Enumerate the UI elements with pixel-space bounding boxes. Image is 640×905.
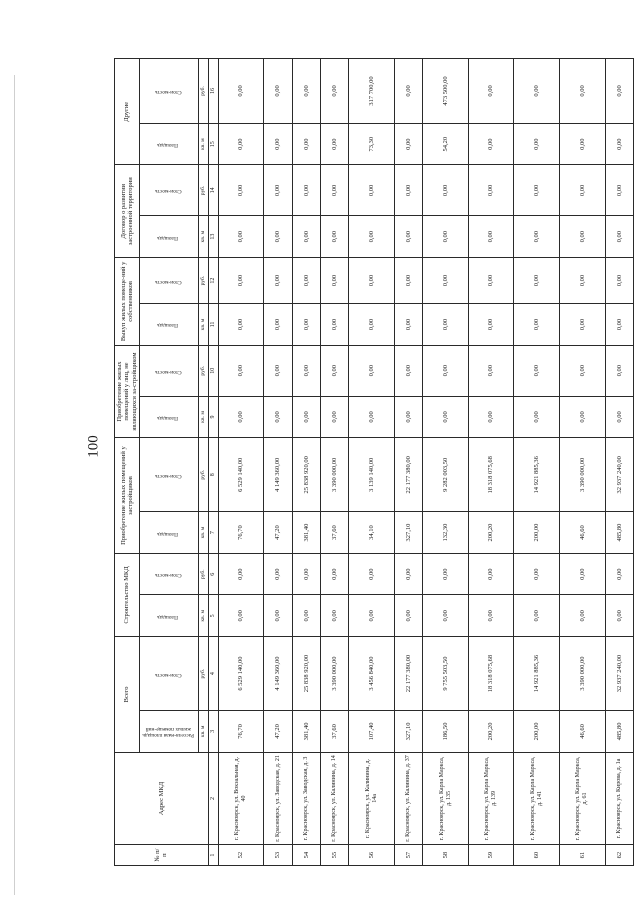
cell-c-area: 0,00 — [514, 595, 560, 637]
cell-address: г. Красноярск, ул. Калинина, д. 14 — [321, 752, 349, 844]
header-unit-row — [199, 59, 208, 866]
cell-p-area: 327,10 — [395, 512, 423, 554]
cell-p-area: 200,20 — [468, 512, 514, 554]
cell-n-cost: 0,00 — [423, 345, 469, 396]
cell-n-cost: 0,00 — [292, 345, 320, 396]
header-dev-agreement: Договор о развитии застроенной территории — [115, 165, 140, 257]
header-n-cost-text: Стои-мость — [154, 368, 182, 375]
header-d-cost-text: Стои-мость — [154, 188, 182, 195]
cell-p-cost: 25 838 920,00 — [292, 438, 320, 512]
page-number: 100 — [85, 435, 102, 458]
cell-total-cost: 3 390 000,00 — [321, 637, 349, 711]
header-total-cost-text: Стои-мость — [154, 671, 182, 678]
cell-o-area: 0,00 — [292, 123, 320, 165]
header-b-area — [140, 304, 199, 346]
header-d-cost — [140, 165, 199, 216]
cell-total-area: 107,40 — [349, 711, 395, 753]
cell-n-area: 0,00 — [560, 396, 606, 438]
cell-d-cost: 0,00 — [605, 165, 633, 216]
cell-n-area: 0,00 — [349, 396, 395, 438]
cell-o-cost: 0,00 — [605, 59, 633, 124]
cell-address: г. Красноярск, ул. Заводская, д. 21 — [264, 752, 292, 844]
cell-b-area: 0,00 — [218, 304, 264, 346]
cell-b-cost: 0,00 — [423, 257, 469, 303]
header-b-area-text: Площадь — [157, 322, 179, 329]
cell-b-cost: 0,00 — [560, 257, 606, 303]
unit-b-cost: руб. — [199, 257, 208, 303]
cell-n-area: 0,00 — [395, 396, 423, 438]
cell-address: г. Красноярск, ул. Кирова, д. 1а — [605, 752, 633, 844]
cell-p-area: 37,60 — [321, 512, 349, 554]
unit-d-area: кв. м — [199, 216, 208, 258]
cell-b-cost: 0,00 — [395, 257, 423, 303]
cell-total-cost: 3 390 000,00 — [560, 637, 606, 711]
cell-p-cost: 3 139 140,00 — [349, 438, 395, 512]
header-p-area — [140, 512, 199, 554]
col-index: 13 — [208, 216, 218, 258]
table-row — [423, 59, 469, 866]
cell-p-area: 200,00 — [514, 512, 560, 554]
cell-o-cost: 0,00 — [395, 59, 423, 124]
cell-total-cost: 3 456 840,00 — [349, 637, 395, 711]
cell-p-cost: 22 177 380,00 — [395, 438, 423, 512]
cell-n-cost: 0,00 — [514, 345, 560, 396]
cell-no: 62 — [605, 845, 633, 866]
col-index: 2 — [208, 752, 218, 844]
col-index: 1 — [208, 845, 218, 866]
cell-n-area: 0,00 — [218, 396, 264, 438]
cell-o-area: 0,00 — [395, 123, 423, 165]
cell-address: г. Красноярск, ул. Калинина, д. 14а — [349, 752, 395, 844]
cell-c-area: 0,00 — [349, 595, 395, 637]
cell-b-area: 0,00 — [264, 304, 292, 346]
cell-o-area: 0,00 — [560, 123, 606, 165]
cell-d-area: 0,00 — [292, 216, 320, 258]
header-c-area-text: Площадь — [157, 613, 179, 620]
cell-n-area: 0,00 — [321, 396, 349, 438]
header-index-row — [208, 59, 218, 866]
cell-n-cost: 0,00 — [349, 345, 395, 396]
cell-d-area: 0,00 — [514, 216, 560, 258]
cell-b-area: 0,00 — [321, 304, 349, 346]
cell-c-cost: 0,00 — [292, 553, 320, 595]
header-c-area — [140, 595, 199, 637]
header-b-cost-text: Стои-мость — [154, 278, 182, 285]
cell-o-area: 0,00 — [264, 123, 292, 165]
col-index: 5 — [208, 595, 218, 637]
cell-d-cost: 0,00 — [468, 165, 514, 216]
cell-total-area: 47,20 — [264, 711, 292, 753]
cell-o-area: 54,20 — [423, 123, 469, 165]
header-total: Всего — [115, 637, 140, 753]
cell-d-area: 0,00 — [423, 216, 469, 258]
cell-c-area: 0,00 — [560, 595, 606, 637]
cell-no: 57 — [395, 845, 423, 866]
cell-d-cost: 0,00 — [514, 165, 560, 216]
table-row — [605, 59, 633, 866]
cell-b-area: 0,00 — [605, 304, 633, 346]
header-group-row — [115, 59, 140, 866]
cell-p-cost: 14 921 885,36 — [514, 438, 560, 512]
cell-p-cost: 4 149 360,00 — [264, 438, 292, 512]
cell-b-cost: 0,00 — [218, 257, 264, 303]
col-index: 12 — [208, 257, 218, 303]
cell-p-cost: 9 282 003,50 — [423, 438, 469, 512]
cell-d-cost: 0,00 — [264, 165, 292, 216]
cell-c-area: 0,00 — [264, 595, 292, 637]
cell-p-area: 34,10 — [349, 512, 395, 554]
cell-o-area: 0,00 — [321, 123, 349, 165]
cell-n-area: 0,00 — [514, 396, 560, 438]
unit-d-cost: руб. — [199, 165, 208, 216]
cell-p-area: 132,30 — [423, 512, 469, 554]
cell-n-area: 0,00 — [292, 396, 320, 438]
cell-n-cost: 0,00 — [218, 345, 264, 396]
cell-c-cost: 0,00 — [560, 553, 606, 595]
cell-d-area: 0,00 — [468, 216, 514, 258]
header-construction: Строительство МКД — [115, 553, 140, 636]
header-address: Адрес МКД — [115, 752, 209, 844]
header-total-cost — [140, 637, 199, 711]
cell-d-area: 0,00 — [560, 216, 606, 258]
table-row — [292, 59, 320, 866]
cell-c-area: 0,00 — [395, 595, 423, 637]
cell-no: 60 — [514, 845, 560, 866]
unit-p-cost: руб. — [199, 438, 208, 512]
table-row — [395, 59, 423, 866]
cell-total-cost: 14 921 885,36 — [514, 637, 560, 711]
header-buyout: Выкуп жилых помеще-ний у собственников — [115, 257, 140, 345]
cell-total-area: 46,60 — [560, 711, 606, 753]
cell-b-cost: 0,00 — [264, 257, 292, 303]
cell-no: 52 — [218, 845, 264, 866]
header-o-cost — [140, 59, 199, 124]
table-row — [560, 59, 606, 866]
header-p-cost — [140, 438, 199, 512]
cell-c-area: 0,00 — [292, 595, 320, 637]
cell-no: 56 — [349, 845, 395, 866]
cell-n-area: 0,00 — [423, 396, 469, 438]
cell-o-cost: 0,00 — [560, 59, 606, 124]
cell-p-area: 381,40 — [292, 512, 320, 554]
table-head — [115, 59, 219, 866]
cell-n-cost: 0,00 — [264, 345, 292, 396]
unit-total-cost: руб. — [199, 637, 208, 711]
cell-n-cost: 0,00 — [468, 345, 514, 396]
col-index: 14 — [208, 165, 218, 216]
cell-n-cost: 0,00 — [395, 345, 423, 396]
header-other: Другие — [115, 59, 140, 165]
cell-o-cost: 0,00 — [468, 59, 514, 124]
cell-n-cost: 0,00 — [605, 345, 633, 396]
cell-o-area: 0,00 — [468, 123, 514, 165]
table-row — [218, 59, 264, 866]
cell-c-cost: 0,00 — [423, 553, 469, 595]
header-c-cost-text: Стои-мость — [154, 572, 182, 579]
cell-b-cost: 0,00 — [605, 257, 633, 303]
header-p-cost-text: Стои-мость — [154, 472, 182, 479]
rotated-table-wrapper — [114, 58, 634, 866]
cell-c-area: 0,00 — [423, 595, 469, 637]
header-c-cost — [140, 553, 199, 595]
cell-o-cost: 0,00 — [264, 59, 292, 124]
cell-o-cost: 473 500,00 — [423, 59, 469, 124]
col-index: 10 — [208, 345, 218, 396]
cell-o-area: 0,00 — [218, 123, 264, 165]
table-row — [514, 59, 560, 866]
cell-total-area: 200,20 — [468, 711, 514, 753]
cell-o-area: 0,00 — [514, 123, 560, 165]
cell-b-cost: 0,00 — [514, 257, 560, 303]
cell-total-cost: 6 529 140,00 — [218, 637, 264, 711]
cell-total-cost: 22 177 380,00 — [395, 637, 423, 711]
cell-total-area: 381,40 — [292, 711, 320, 753]
cell-p-cost: 6 529 140,00 — [218, 438, 264, 512]
cell-d-area: 0,00 — [218, 216, 264, 258]
cell-p-area: 485,80 — [605, 512, 633, 554]
header-o-cost-text: Стои-мость — [154, 88, 182, 95]
header-o-area-text: Площадь — [157, 142, 179, 149]
col-index: 16 — [208, 59, 218, 124]
cell-b-area: 0,00 — [514, 304, 560, 346]
cell-c-cost: 0,00 — [321, 553, 349, 595]
header-o-area — [140, 123, 199, 165]
cell-o-cost: 317 700,00 — [349, 59, 395, 124]
cell-b-area: 0,00 — [423, 304, 469, 346]
cell-total-area: 76,70 — [218, 711, 264, 753]
cell-o-cost: 0,00 — [218, 59, 264, 124]
cell-total-cost: 18 318 075,68 — [468, 637, 514, 711]
header-b-cost — [140, 257, 199, 303]
cell-c-cost: 0,00 — [468, 553, 514, 595]
unit-c-area: кв. м — [199, 595, 208, 637]
col-index: 8 — [208, 438, 218, 512]
cell-d-cost: 0,00 — [395, 165, 423, 216]
cell-address: г. Красноярск, ул. Заводская, д. 3 — [292, 752, 320, 844]
cell-d-cost: 0,00 — [423, 165, 469, 216]
col-index: 3 — [208, 711, 218, 753]
cell-b-area: 0,00 — [468, 304, 514, 346]
unit-o-cost: руб. — [199, 59, 208, 124]
cell-c-area: 0,00 — [321, 595, 349, 637]
cell-n-area: 0,00 — [468, 396, 514, 438]
cell-address: г. Красноярск, ул. Карла Маркса, д. 61 — [560, 752, 606, 844]
unit-n-area: кв. м — [199, 396, 208, 438]
cell-p-cost: 3 390 000,00 — [560, 438, 606, 512]
cell-total-cost: 25 838 920,00 — [292, 637, 320, 711]
cell-c-area: 0,00 — [468, 595, 514, 637]
cell-c-area: 0,00 — [605, 595, 633, 637]
cell-d-area: 0,00 — [349, 216, 395, 258]
header-purchase-developers: Приобретение жилых помещений у застройщиков — [115, 438, 140, 554]
cell-d-cost: 0,00 — [218, 165, 264, 216]
unit-c-cost: руб. — [199, 553, 208, 595]
cell-total-area: 485,80 — [605, 711, 633, 753]
unit-o-area: кв. м — [199, 123, 208, 165]
cell-d-cost: 0,00 — [560, 165, 606, 216]
cell-d-cost: 0,00 — [292, 165, 320, 216]
unit-n-cost: руб. — [199, 345, 208, 396]
cell-total-cost: 4 149 360,00 — [264, 637, 292, 711]
cell-address: г. Красноярск, ул. Вокзальная, д. 40 — [218, 752, 264, 844]
cell-address: г. Красноярск, ул. Карла Маркса, д. 139 — [468, 752, 514, 844]
col-index: 11 — [208, 304, 218, 346]
cell-c-cost: 0,00 — [264, 553, 292, 595]
resettlement-table — [114, 58, 634, 866]
cell-b-area: 0,00 — [395, 304, 423, 346]
cell-n-area: 0,00 — [605, 396, 633, 438]
header-p-area-text: Площадь — [157, 530, 179, 537]
cell-b-cost: 0,00 — [468, 257, 514, 303]
cell-p-cost: 3 390 000,00 — [321, 438, 349, 512]
header-n-cost — [140, 345, 199, 396]
cell-no: 53 — [264, 845, 292, 866]
header-total-area — [140, 711, 199, 753]
cell-b-cost: 0,00 — [321, 257, 349, 303]
table-body — [218, 59, 633, 866]
cell-n-cost: 0,00 — [321, 345, 349, 396]
cell-c-cost: 0,00 — [218, 553, 264, 595]
cell-address: г. Красноярск, ул. Калинина, д. 37 — [395, 752, 423, 844]
col-index: 9 — [208, 396, 218, 438]
cell-total-area: 200,00 — [514, 711, 560, 753]
cell-d-cost: 0,00 — [349, 165, 395, 216]
header-sub-row — [140, 59, 199, 866]
header-n-area-text: Площадь — [157, 414, 179, 421]
cell-d-area: 0,00 — [605, 216, 633, 258]
cell-n-cost: 0,00 — [560, 345, 606, 396]
cell-n-area: 0,00 — [264, 396, 292, 438]
cell-c-cost: 0,00 — [349, 553, 395, 595]
cell-total-area: 327,10 — [395, 711, 423, 753]
cell-p-cost: 32 937 240,00 — [605, 438, 633, 512]
cell-no: 58 — [423, 845, 469, 866]
cell-p-area: 76,70 — [218, 512, 264, 554]
cell-address: г. Красноярск, ул. Карла Маркса, д. 135 — [423, 752, 469, 844]
col-index: 4 — [208, 637, 218, 711]
cell-d-area: 0,00 — [395, 216, 423, 258]
cell-c-area: 0,00 — [218, 595, 264, 637]
cell-o-cost: 0,00 — [514, 59, 560, 124]
cell-address: г. Красноярск, ул. Карла Маркса, д. 141 — [514, 752, 560, 844]
col-index: 6 — [208, 553, 218, 595]
unit-b-area: кв. м — [199, 304, 208, 346]
cell-p-area: 47,20 — [264, 512, 292, 554]
cell-o-cost: 0,00 — [292, 59, 320, 124]
unit-p-area: кв. м — [199, 512, 208, 554]
cell-no: 55 — [321, 845, 349, 866]
cell-c-cost: 0,00 — [514, 553, 560, 595]
header-d-area-text: Площадь — [157, 234, 179, 241]
cell-o-cost: 0,00 — [321, 59, 349, 124]
header-no: № п/п — [115, 845, 209, 866]
table-row — [264, 59, 292, 866]
header-d-area — [140, 216, 199, 258]
cell-d-cost: 0,00 — [321, 165, 349, 216]
cell-d-area: 0,00 — [321, 216, 349, 258]
cell-b-cost: 0,00 — [349, 257, 395, 303]
header-total-area-text: Расселя-емая площадь жилых помеще-ний — [142, 726, 194, 739]
cell-no: 61 — [560, 845, 606, 866]
cell-b-area: 0,00 — [292, 304, 320, 346]
table-row — [349, 59, 395, 866]
cell-c-cost: 0,00 — [395, 553, 423, 595]
col-index: 15 — [208, 123, 218, 165]
cell-total-cost: 32 937 240,00 — [605, 637, 633, 711]
header-n-area — [140, 396, 199, 438]
cell-o-area: 0,00 — [605, 123, 633, 165]
cell-b-area: 0,00 — [560, 304, 606, 346]
binding-margin-line — [14, 75, 18, 895]
cell-b-cost: 0,00 — [292, 257, 320, 303]
cell-o-area: 73,30 — [349, 123, 395, 165]
table-row — [321, 59, 349, 866]
cell-c-cost: 0,00 — [605, 553, 633, 595]
cell-total-area: 186,50 — [423, 711, 469, 753]
table-row — [468, 59, 514, 866]
cell-total-area: 37,60 — [321, 711, 349, 753]
cell-no: 59 — [468, 845, 514, 866]
header-purchase-nondevelopers: Приобретение жилых помещений у лиц, не являющихся за-стройщиком — [115, 345, 140, 437]
cell-total-cost: 9 755 503,50 — [423, 637, 469, 711]
col-index: 7 — [208, 512, 218, 554]
cell-p-cost: 18 318 075,68 — [468, 438, 514, 512]
cell-d-area: 0,00 — [264, 216, 292, 258]
cell-p-area: 46,60 — [560, 512, 606, 554]
unit-total-area: кв. м — [199, 711, 208, 753]
cell-b-area: 0,00 — [349, 304, 395, 346]
cell-no: 54 — [292, 845, 320, 866]
